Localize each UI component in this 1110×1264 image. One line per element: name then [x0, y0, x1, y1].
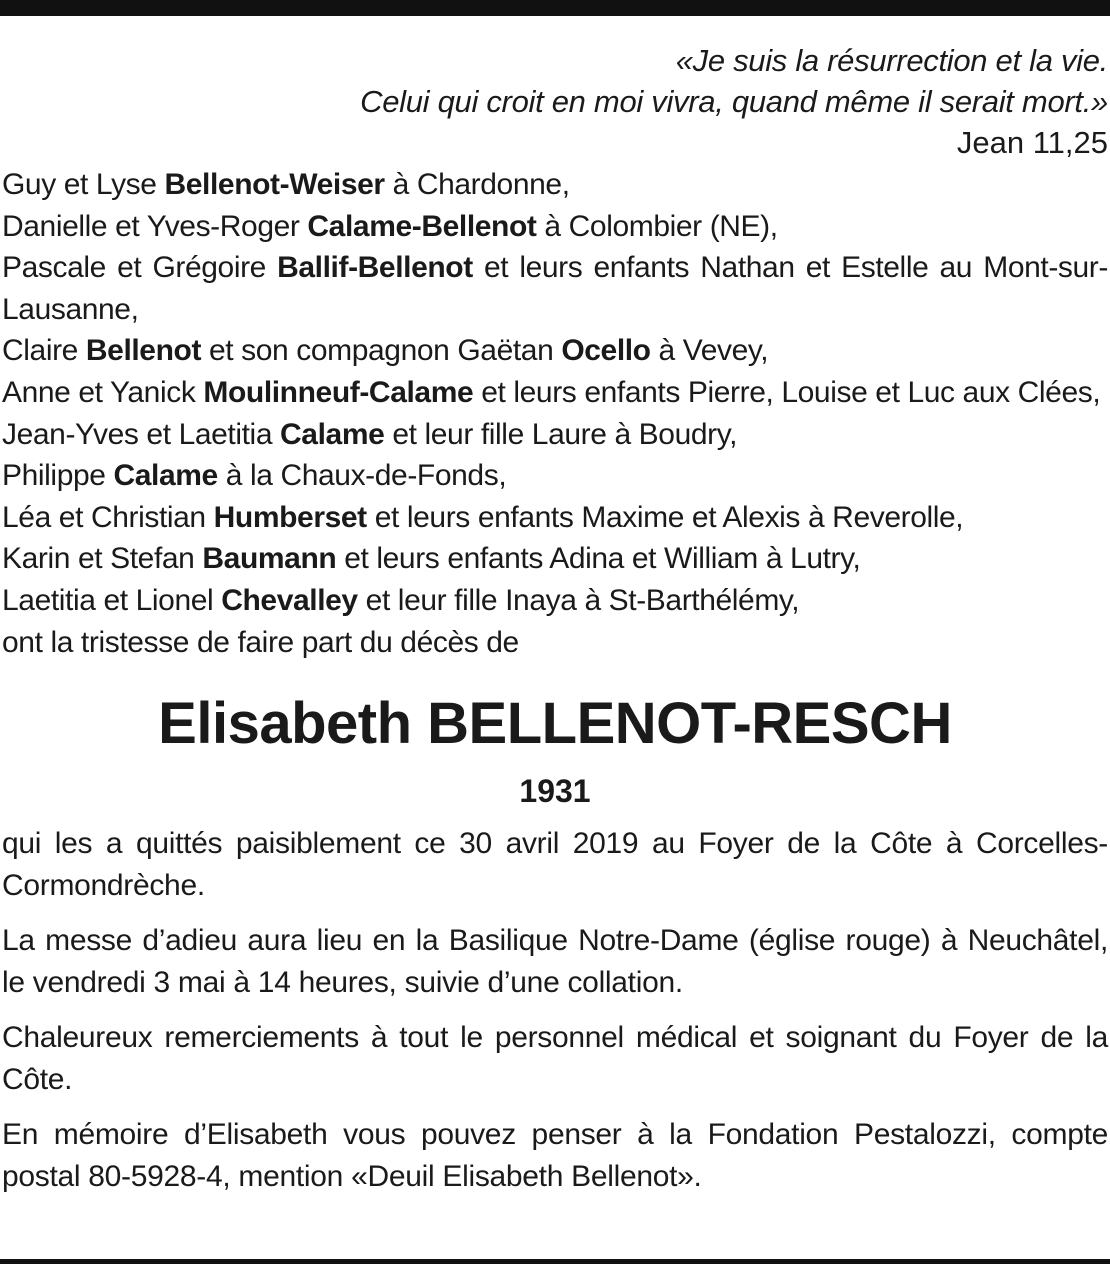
family-line-text: et leur fille Inaya à St-Barthélémy, [357, 583, 800, 617]
deceased-name: Elisabeth BELLENOT-RESCH [158, 691, 952, 757]
epigraph-line-1: «Je suis la résurrection et la vie. [675, 43, 1108, 78]
family-line-text: et leurs enfants Pierre, Louise et Luc aux Clées, [473, 375, 1101, 409]
family-line-text: et leurs enfants Nathan et Estelle au Mont-sur-Lausanne, [2, 251, 1108, 326]
family-line-text: et son compagnon Gaëtan [201, 334, 562, 368]
family-line [2, 580, 1108, 622]
family-line-text: Léa et Christian [2, 500, 214, 534]
family-line [2, 538, 1108, 580]
epigraph-reference: Jean 11,25 [956, 125, 1108, 160]
family-surname: Ocello [561, 334, 651, 368]
family-line-text: Danielle et Yves-Roger [2, 209, 308, 243]
epigraph-line-2: Celui qui croit en moi vivra, quand même il serait mort.» [360, 84, 1108, 119]
family-line-text: Pascale et Grégoire [2, 251, 278, 285]
deceased-birth-year: 1931 [519, 773, 591, 810]
family-line-text: Anne et Yanick [2, 375, 204, 409]
bottom-border-rule [0, 1259, 1110, 1264]
family-line-text: et leurs enfants Adina et William à Lutry, [336, 542, 861, 576]
family-surname: Bellenot-Weiser [164, 168, 385, 201]
family-line-text: à Vevey, [650, 334, 769, 368]
family-line-text: Philippe [2, 459, 114, 493]
funeral-mass-paragraph: La messe d’adieu aura lieu en la Basilique Notre-Dame (église rouge) à Neuchâtel, le vendredi 3 mai à 14 heures, suivie d’une collation. [2, 924, 1108, 1000]
family-surname: Humberset [213, 500, 367, 534]
family-surname: Calame [113, 459, 218, 493]
family-line [2, 247, 1108, 330]
donation-paragraph: En mémoire d’Elisabeth vous pouvez penser à la Fondation Pestalozzi, compte postal 80-5928-4, mention «Deuil Elisabeth Bellenot». [2, 1118, 1108, 1194]
family-line [2, 455, 1108, 497]
family-line-text: et leur fille Laure à Boudry, [384, 417, 738, 451]
top-border-rule [0, 0, 1110, 16]
family-surname: Calame-Bellenot [307, 209, 537, 243]
family-surname: Calame [280, 417, 385, 451]
obituary-notice [2, 40, 1108, 1198]
family-line-text: Karin et Stefan [2, 542, 203, 576]
family-surname: Chevalley [221, 583, 358, 617]
family-list [2, 164, 1108, 663]
epigraph [2, 40, 1108, 163]
announcement-line: ont la tristesse de faire part du décès de [2, 625, 519, 659]
family-surname: Baumann [202, 542, 337, 576]
family-line-text: Laetitia et Lionel [2, 583, 222, 617]
family-line-text: Claire [2, 334, 86, 368]
family-surname: Moulinneuf-Calame [203, 375, 474, 409]
family-line-text: à la Chaux-de-Fonds, [217, 459, 507, 493]
family-surname: Ballif-Bellenot [277, 251, 473, 285]
family-line-text: Jean-Yves et Laetitia [2, 417, 281, 451]
family-line [2, 164, 1108, 206]
family-line [2, 414, 1108, 456]
family-line [2, 330, 1108, 372]
family-line [2, 497, 1108, 539]
family-line-text: Guy et Lyse [2, 168, 165, 201]
family-line-text: à Colombier (NE), [536, 209, 778, 243]
family-line [2, 372, 1108, 414]
family-line-text: à Chardonne, [384, 168, 570, 201]
thanks-paragraph: Chaleureux remerciements à tout le personnel médical et soignant du Foyer de la Côte. [2, 1021, 1108, 1097]
family-surname: Bellenot [85, 334, 202, 368]
family-line-text: et leurs enfants Maxime et Alexis à Reverolle, [366, 500, 964, 534]
family-line [2, 206, 1108, 248]
passing-paragraph: qui les a quittés paisiblement ce 30 avril 2019 au Foyer de la Côte à Corcelles-Cormondrèche. [2, 827, 1108, 903]
